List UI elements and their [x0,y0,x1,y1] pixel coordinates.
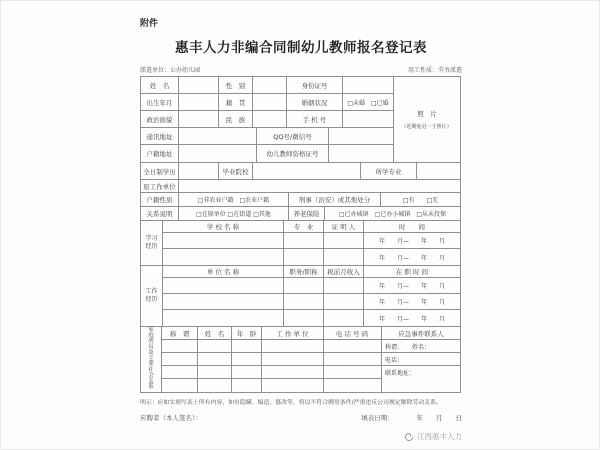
family-name-cell [198,379,232,392]
attachment-label: 附件 [140,19,159,29]
work-income-cell [324,294,364,309]
work-unit-cell [163,278,284,293]
photo-note: （近期免冠一寸照片） [401,124,453,130]
column-header-position: 职务/职称 [284,266,324,277]
work-time-range: 年 月— 年 月 [378,283,445,290]
work-income-cell [324,278,364,293]
family-work-unit-cell [262,379,324,392]
table-row [141,111,393,128]
emergency-contact-column [381,327,460,392]
column-header-tenure: 在 职 时 间 [395,268,429,276]
field-value-former-employer [179,180,460,192]
household-type-checkbox-options: □非农业户籍 □农业户籍 [179,193,289,206]
family-work-unit-cell [262,366,324,378]
family-work-unit-cell [262,340,324,352]
basic-info-rows [141,77,393,162]
table-row [141,77,393,94]
photo-cell [393,77,460,162]
work-unit-cell [163,294,284,309]
work-time-range: 年 月— 年 月 [378,315,445,323]
family-work-unit-cell [262,353,324,365]
field-value-ethnicity [253,111,287,127]
table-row [141,128,393,145]
relation-checkbox-options: □在原单位 □在街道 □其他 [179,207,289,220]
field-value-teacher-cert [329,145,393,162]
table-header-row [163,266,460,278]
family-phone-cell [324,353,380,365]
table-row [162,340,381,353]
family-grid-wrap [162,327,460,392]
study-school-cell [163,249,284,265]
field-label-birth: 出生年月 [141,94,179,110]
field-label-name: 姓 名 [141,77,179,93]
study-reference-cell [324,249,364,265]
study-history-grid [163,221,460,265]
family-age-cell [232,379,262,392]
notice-text: 明示：应如实填写表上所有内容，如有隐瞒、编造、篡改等，将以不符合聘用条件/严重违反公司规定解除劳动关系。 [140,399,442,406]
fill-date-label: 填表日期： 年 月 日 [361,414,462,422]
study-history-section [141,221,460,266]
field-label-ethnicity: 民 族 [219,111,253,127]
family-section-label: 家庭成员及主要社会关系 [148,326,154,391]
company-logo-icon [404,432,414,442]
field-label-gender: 性 别 [219,77,253,93]
field-label-former-employer: 原工作单位 [141,180,179,192]
study-reference-cell [324,233,364,248]
column-header-study-major: 专 业 [284,221,324,232]
emergency-relation-name-line: 称谓： 姓名： [382,340,460,353]
family-name-cell [198,340,232,352]
emergency-phone-line: 电话： [382,353,460,366]
family-name-cell [198,353,232,365]
watermark [404,431,462,442]
study-major-cell [284,233,324,248]
table-row [163,278,460,294]
emergency-address-line: 联系地址： [385,370,416,377]
column-header-school: 学 校 名 称 [163,221,284,232]
field-value-id-number [343,77,393,93]
applicant-signature-label: 应聘者（本人签名）： [140,414,202,422]
work-position-cell [284,294,324,309]
column-header-age: 年 龄 [232,327,262,339]
family-phone-cell [324,340,380,352]
field-label-qq-wechat: QQ号/微信号 [257,128,329,144]
study-school-cell [163,233,284,248]
table-row [162,366,381,379]
pension-checkbox-options: □已办城镇 □已办小城镇 □从未投保 [338,211,446,218]
field-label-political: 政治面貌 [141,111,179,127]
field-label-household-address: 户籍地址 [141,145,179,162]
marital-checkbox-options: □未婚 □已婚 [347,99,389,107]
field-value-gender [253,77,287,93]
field-label-graduate-school: 毕业院校 [219,163,253,179]
family-age-cell [232,353,262,365]
family-phone-cell [324,379,380,392]
study-section-label: 学习经历 [145,234,158,250]
work-section-label: 工作经历 [145,287,158,303]
field-label-mobile: 手 机 号 [287,111,343,127]
field-label-teacher-cert: 幼儿教师资格证号 [257,145,329,162]
table-row [141,193,460,207]
table-row [163,294,460,310]
family-grid [162,327,381,392]
work-income-cell [324,310,364,326]
table-row [162,379,381,392]
table-row [141,180,460,193]
family-age-cell [232,340,262,352]
table-row [163,249,460,265]
table-header-row [163,221,460,233]
column-header-work-unit: 工 作 单 位 [262,327,324,339]
employment-type-label: 用工性质：劳务派遣 [407,67,462,74]
family-section [141,327,460,392]
form-title: 惠丰人力非编合同制幼儿教师报名登记表 [175,40,427,56]
field-value-graduate-school [253,163,361,179]
table-row [141,94,393,111]
signature-row [140,413,462,422]
emergency-contact-header: 应急事件联系人 [382,327,460,340]
basic-info-block [141,77,460,163]
family-section-label-cell [141,327,162,392]
family-age-cell [232,366,262,378]
field-value-birth [179,94,219,110]
field-label-mailing-address: 通讯地址 [141,128,179,144]
study-time-range: 年 月— 年 月 [378,238,445,245]
table-row [141,163,460,180]
dispatch-unit-label: 派遣单位：公办幼儿园 [140,67,201,74]
work-unit-cell [163,310,284,326]
column-header-income: 税前月收入 [324,266,364,277]
study-major-cell [284,249,324,265]
field-label-relation-note: 关系说明 [141,207,179,220]
family-name-cell [198,366,232,378]
table-row [141,145,393,162]
field-label-marital: 婚姻状况 [287,94,343,110]
table-row [163,310,460,326]
column-header-relation: 称 谓 [162,327,198,339]
field-label-pension: 养老保险 [289,207,325,220]
column-header-study-time: 时 间 [399,223,425,231]
study-section-label-cell [141,221,163,265]
table-row [162,353,381,366]
watermark-text: 江西惠丰人力 [417,432,462,441]
field-value-name [179,77,219,93]
form-meta-row [140,65,462,74]
column-header-phone: 电 话 号 码 [335,329,369,338]
work-history-grid [163,266,460,326]
field-label-criminal-record: 刑事（治安）或其他处分 [289,193,381,206]
field-value-mailing-address [179,128,257,144]
field-value-education [179,163,219,179]
column-header-reference: 证 明 人 [324,221,364,232]
field-label-household-type: 户籍性质 [141,193,179,206]
column-header-unit: 单 位 名 称 [163,266,284,277]
table-row [141,207,460,221]
family-relation-cell [162,340,198,352]
field-label-native-place: 籍 贯 [219,94,253,110]
registration-table [140,76,461,393]
field-value-household-address [179,145,257,162]
work-position-cell [284,278,324,293]
study-time-range: 年 月— 年 月 [378,254,445,262]
criminal-checkbox-options: □有 □无 [402,197,439,204]
field-value-political [179,111,219,127]
family-relation-cell [162,379,198,392]
table-row [163,233,460,249]
work-time-range: 年 月— 年 月 [378,299,445,306]
field-label-major: 所学专业 [361,163,417,179]
field-value-mobile [343,111,393,127]
family-relation-cell [162,366,198,378]
field-value-native-place [253,94,287,110]
field-value-major [417,163,460,179]
family-phone-cell [324,366,380,378]
work-history-section [141,266,460,327]
field-label-id-number: 身份证号 [287,77,343,93]
field-value-qq-wechat [329,128,393,144]
family-relation-cell [162,353,198,365]
table-header-row [162,327,381,340]
work-position-cell [284,310,324,326]
work-section-label-cell [141,266,163,326]
column-header-family-name: 姓 名 [198,327,232,339]
field-label-education: 全日制学历 [141,163,179,179]
form-document [140,16,462,422]
photo-label: 照 片 [417,110,437,118]
